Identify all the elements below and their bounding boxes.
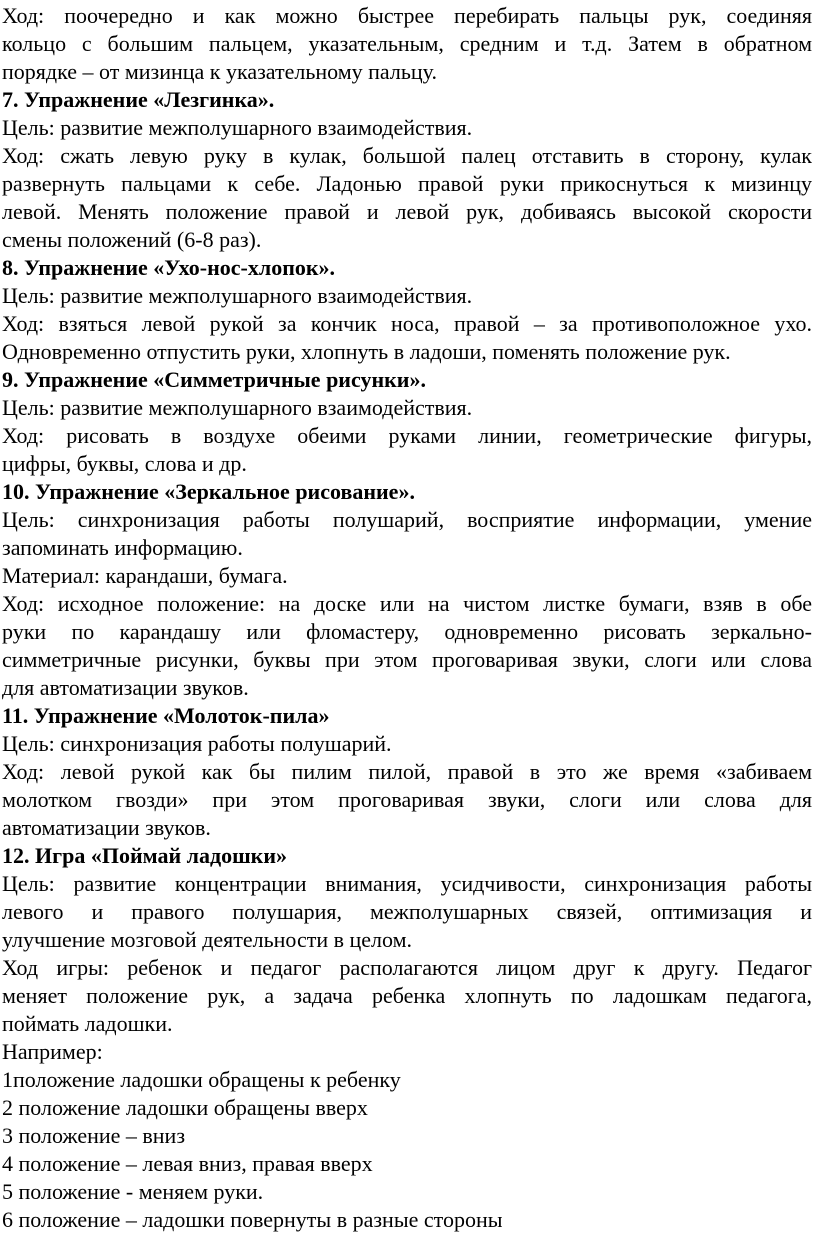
- section-heading: 7. Упражнение «Лезгинка».: [2, 87, 275, 112]
- text-line: 4 положение – левая вниз, правая вверх: [2, 1151, 373, 1176]
- text-line: Ход: исходное положение: на доске или на чистом листке бумаги, взяв в обе: [2, 591, 812, 616]
- text-line: 6 положение – ладошки повернуты в разные стороны: [2, 1207, 503, 1232]
- text-line: симметричные рисунки, буквы при этом проговаривая звуки, слоги или слова: [2, 647, 812, 672]
- text-line: Цель: развитие межполушарного взаимодействия.: [2, 395, 473, 420]
- section-heading: 11. Упражнение «Молоток-пила»: [2, 703, 330, 728]
- text-line: Ход: рисовать в воздухе обеими руками линии, геометрические фигуры,: [2, 423, 812, 448]
- text-line: Материал: карандаши, бумага.: [2, 563, 288, 588]
- text-line: 2 положение ладошки обращены вверх: [2, 1095, 368, 1120]
- text-line: левого и правого полушария, межполушарных связей, оптимизация и: [2, 899, 812, 924]
- text-line: меняет положение рук, а задача ребенка хлопнуть по ладошкам педагога,: [2, 983, 812, 1008]
- text-line: цифры, буквы, слова и др.: [2, 451, 247, 476]
- text-line: развернуть пальцами к себе. Ладонью правой руки прикоснуться к мизинцу: [2, 171, 812, 196]
- section-heading: 9. Упражнение «Симметричные рисунки».: [2, 367, 426, 392]
- text-line: порядке – от мизинца к указательному пальцу.: [2, 59, 437, 84]
- text-line: Цель: синхронизация работы полушарий.: [2, 731, 392, 756]
- text-line: Например:: [2, 1039, 103, 1064]
- section-heading: 10. Упражнение «Зеркальное рисование».: [2, 479, 415, 504]
- text-line: левой. Менять положение правой и левой рук, добиваясь высокой скорости: [2, 199, 812, 224]
- text-line: кольцо с большим пальцем, указательным, средним и т.д. Затем в обратном: [2, 31, 812, 56]
- text-line: Ход игры: ребенок и педагог располагаются лицом друг к другу. Педагог: [2, 955, 812, 980]
- text-line: для автоматизации звуков.: [2, 675, 249, 700]
- text-line: Ход: поочередно и как можно быстрее перебирать пальцы рук, соединяя: [2, 3, 812, 28]
- text-line: автоматизации звуков.: [2, 815, 211, 840]
- text-line: улучшение мозговой деятельности в целом.: [2, 927, 413, 952]
- text-line: запоминать информацию.: [2, 535, 243, 560]
- section-heading: 12. Игра «Поймай ладошки»: [2, 843, 288, 868]
- section-heading: 8. Упражнение «Ухо-нос-хлопок».: [2, 255, 336, 280]
- text-line: Ход: взяться левой рукой за кончик носа, правой – за противоположное ухо.: [2, 311, 812, 336]
- text-line: Ход: сжать левую руку в кулак, большой палец отставить в сторону, кулак: [2, 143, 812, 168]
- text-line: 3 положение – вниз: [2, 1123, 186, 1148]
- text-line: 1положение ладошки обращены к ребенку: [2, 1067, 401, 1092]
- text-line: руки по карандашу или фломастеру, одновременно рисовать зеркально-: [2, 619, 812, 644]
- text-line: смены положений (6-8 раз).: [2, 227, 262, 252]
- text-line: поймать ладошки.: [2, 1011, 173, 1036]
- text-line: Одновременно отпустить руки, хлопнуть в ладоши, поменять положение рук.: [2, 339, 731, 364]
- text-line: Цель: развитие концентрации внимания, усидчивости, синхронизация работы: [2, 871, 812, 896]
- text-line: 5 положение - меняем руки.: [2, 1179, 264, 1204]
- text-line: Цель: развитие межполушарного взаимодействия.: [2, 283, 473, 308]
- document-body: [2, 2, 812, 1234]
- text-line: молотком гвозди» при этом проговаривая звуки, слоги или слова для: [2, 787, 812, 812]
- text-line: Цель: синхронизация работы полушарий, восприятие информации, умение: [2, 507, 812, 532]
- text-line: Ход: левой рукой как бы пилим пилой, правой в это же время «забиваем: [2, 759, 812, 784]
- text-line: Цель: развитие межполушарного взаимодействия.: [2, 115, 473, 140]
